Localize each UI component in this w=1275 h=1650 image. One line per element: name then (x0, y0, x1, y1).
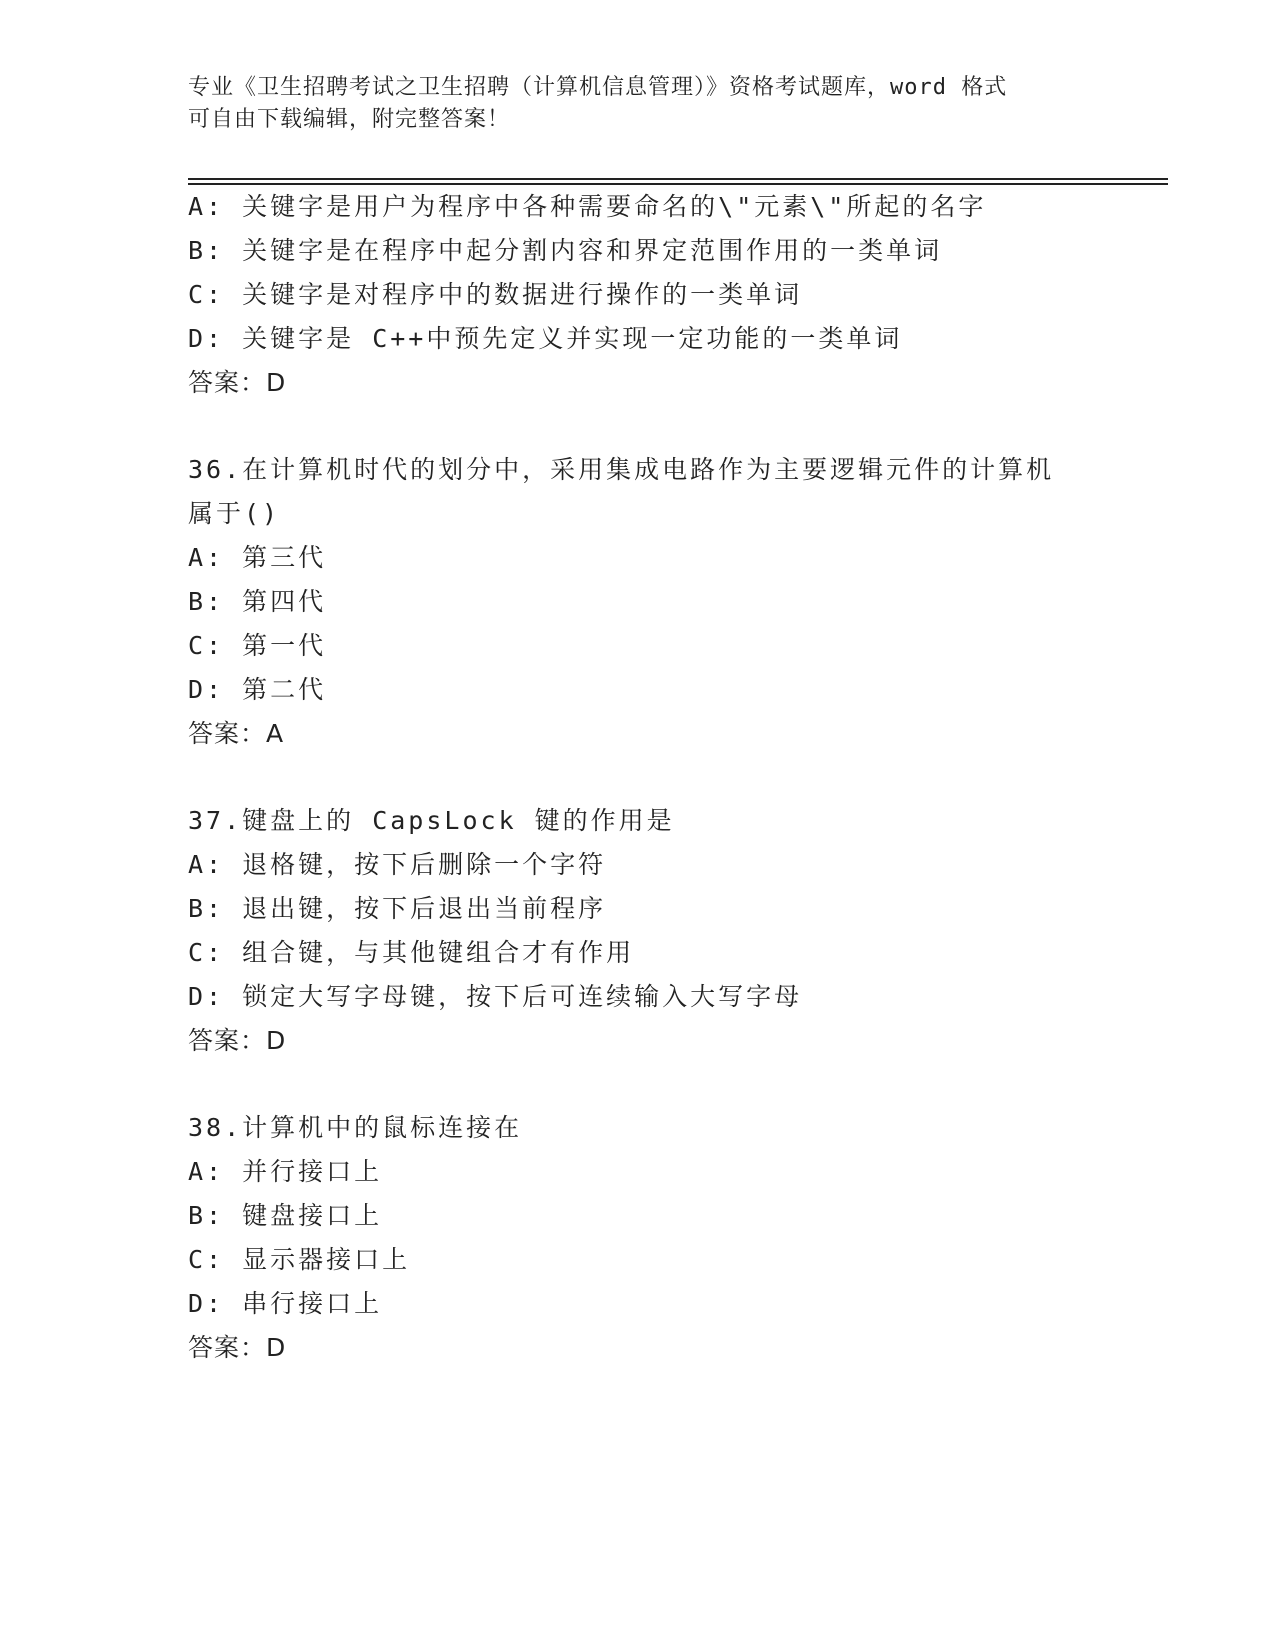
q37-answer: 答案：D (188, 1026, 287, 1055)
q36-option-b: B: 第四代 (188, 587, 327, 616)
q35-option-c: C: 关键字是对程序中的数据进行操作的一类单词 (188, 280, 803, 309)
q37-option-d: D: 锁定大写字母键，按下后可连续输入大写字母 (188, 982, 803, 1011)
q37-option-c: C: 组合键，与其他键组合才有作用 (188, 938, 635, 967)
q36-answer: 答案：A (188, 719, 285, 748)
q35-option-a: A: 关键字是用户为程序中各种需要命名的\"元素\"所起的名字 (188, 192, 987, 221)
q38-option-b: B: 键盘接口上 (188, 1201, 383, 1230)
q37-option-a: A: 退格键，按下后删除一个字符 (188, 850, 607, 879)
header-line-2: 可自由下载编辑，附完整答案！ (188, 107, 511, 132)
q38-option-a: A: 并行接口上 (188, 1157, 383, 1186)
q36-option-a: A: 第三代 (188, 543, 327, 572)
q35-option-b: B: 关键字是在程序中起分割内容和界定范围作用的一类单词 (188, 236, 943, 265)
header-divider-top (188, 178, 1168, 180)
document-header (188, 72, 1088, 136)
header-line-1: 专业《卫生招聘考试之卫生招聘（计算机信息管理）》资格考试题库，word 格式 (188, 75, 1008, 100)
header-divider-bottom (188, 183, 1168, 185)
q36-stem-line-1: 36.在计算机时代的划分中，采用集成电路作为主要逻辑元件的计算机 (188, 455, 1055, 484)
q36-option-c: C: 第一代 (188, 631, 327, 660)
q38-option-c: C: 显示器接口上 (188, 1245, 411, 1274)
q36-option-d: D: 第二代 (188, 675, 327, 704)
q35-answer: 答案：D (188, 368, 287, 397)
q38-stem: 38.计算机中的鼠标连接在 (188, 1113, 523, 1142)
q37-option-b: B: 退出键，按下后退出当前程序 (188, 894, 607, 923)
q38-option-d: D: 串行接口上 (188, 1289, 383, 1318)
q38-answer: 答案：D (188, 1333, 287, 1362)
q36-stem-line-2: 属于() (188, 499, 281, 528)
q37-stem: 37.键盘上的 CapsLock 键的作用是 (188, 806, 675, 835)
q35-option-d: D: 关键字是 C++中预先定义并实现一定功能的一类单词 (188, 324, 903, 353)
